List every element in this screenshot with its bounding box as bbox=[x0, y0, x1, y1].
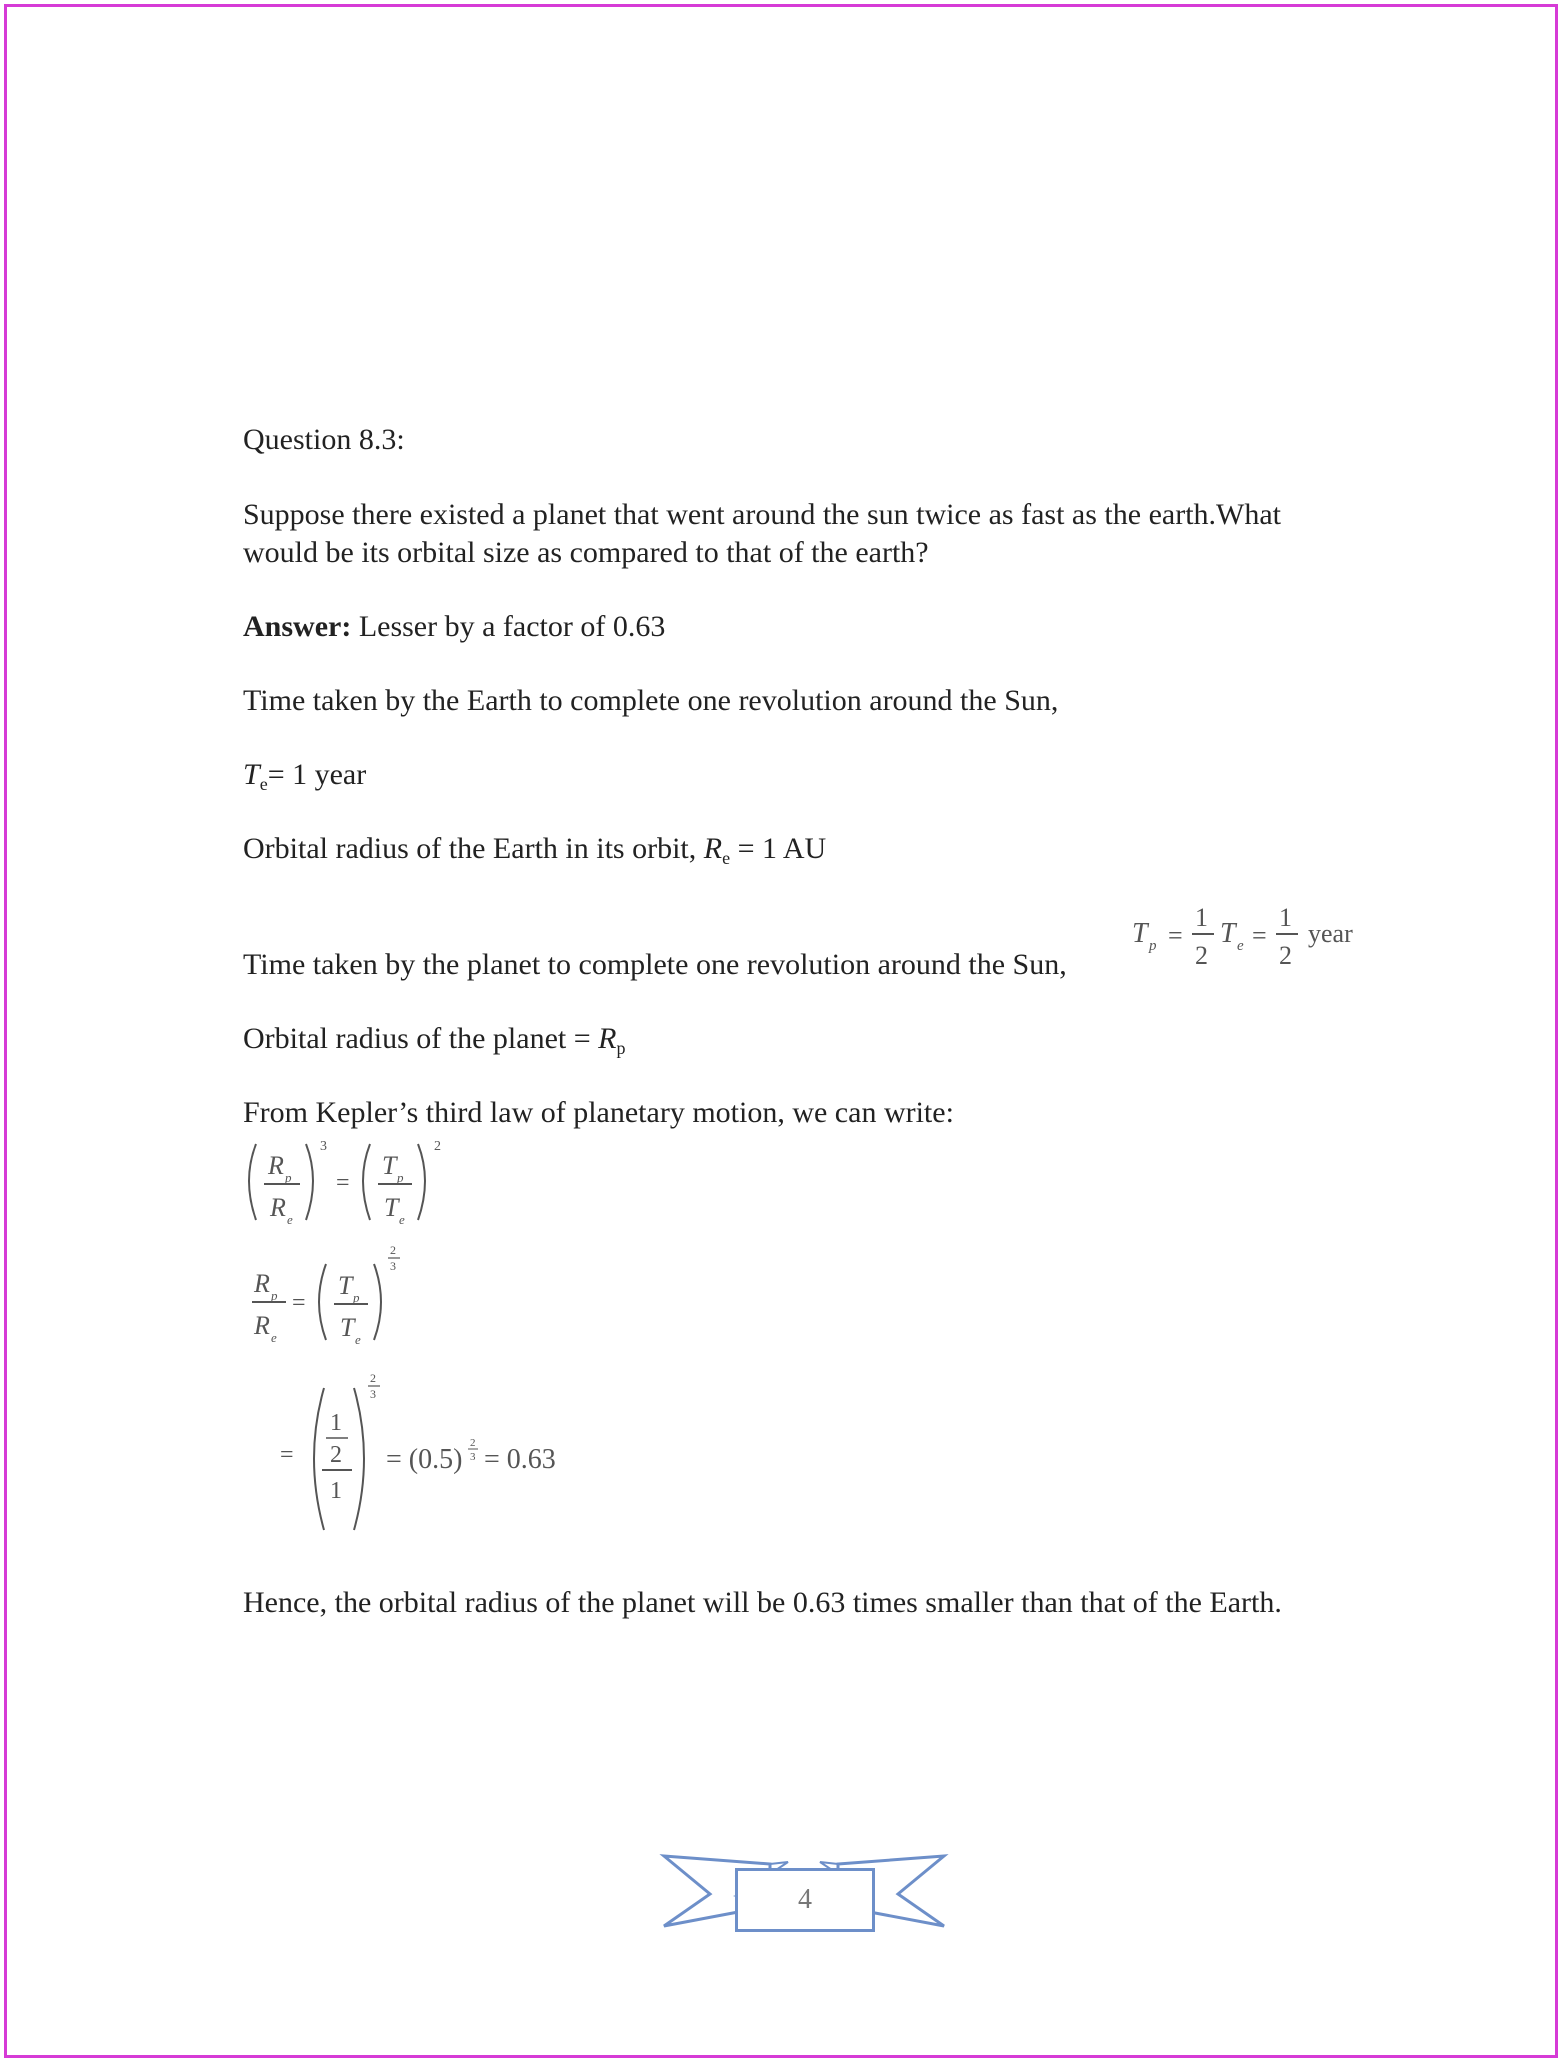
svg-text:2: 2 bbox=[370, 1371, 376, 1385]
rp-sub: p bbox=[616, 1038, 626, 1058]
te-line bbox=[243, 757, 366, 796]
svg-text:e: e bbox=[287, 1212, 293, 1227]
svg-text:1: 1 bbox=[1195, 903, 1208, 932]
svg-text:p: p bbox=[353, 1290, 360, 1305]
answer-line bbox=[243, 609, 665, 645]
re-sub: e bbox=[722, 848, 731, 868]
svg-text:R: R bbox=[268, 1151, 284, 1180]
svg-text:2: 2 bbox=[434, 1139, 441, 1154]
page-border bbox=[4, 4, 1558, 2058]
planet-radius-line bbox=[243, 1021, 625, 1060]
te-value: = 1 year bbox=[267, 758, 367, 791]
svg-text:1: 1 bbox=[330, 1478, 342, 1504]
svg-text:T: T bbox=[338, 1271, 353, 1300]
re-value: = 1 AU bbox=[730, 832, 827, 865]
svg-text:3: 3 bbox=[370, 1387, 376, 1401]
planet-radius-text: Orbital radius of the planet = bbox=[243, 1022, 599, 1055]
svg-text:3: 3 bbox=[390, 1259, 396, 1273]
svg-text:R: R bbox=[254, 1269, 270, 1298]
svg-text:=: = bbox=[280, 1442, 294, 1468]
question-text-line1: Suppose there existed a planet that went around the sun twice as fast as the earth.What bbox=[243, 498, 1281, 531]
svg-text:2: 2 bbox=[330, 1442, 342, 1468]
question-text-line2: would be its orbital size as compared to that of the earth? bbox=[243, 536, 929, 569]
svg-text:e: e bbox=[1237, 938, 1244, 954]
earth-radius-line bbox=[243, 831, 826, 870]
conclusion-text: Hence, the orbital radius of the planet will be 0.63 times smaller than that of the Earth. bbox=[243, 1586, 1282, 1619]
svg-text:1: 1 bbox=[330, 1410, 342, 1436]
svg-text:1: 1 bbox=[1279, 903, 1292, 932]
tp-year-label: year bbox=[1308, 919, 1353, 948]
question-title: Question 8.3: bbox=[243, 423, 405, 456]
kepler-text: From Kepler’s third law of planetary motion, we can write: bbox=[243, 1096, 954, 1129]
svg-text:2: 2 bbox=[470, 1437, 476, 1449]
svg-text:=: = bbox=[292, 1290, 306, 1316]
svg-text:e: e bbox=[355, 1332, 361, 1347]
answer-value: Lesser by a factor of 0.63 bbox=[351, 610, 666, 643]
kepler-equation bbox=[240, 1132, 460, 1232]
svg-text:2: 2 bbox=[1195, 941, 1208, 970]
svg-text:R: R bbox=[254, 1311, 270, 1340]
svg-text:=: = bbox=[336, 1170, 350, 1196]
page-number: 4 bbox=[735, 1868, 875, 1932]
svg-text:p: p bbox=[1149, 938, 1157, 954]
earth-radius-text: Orbital radius of the Earth in its orbit, bbox=[243, 832, 704, 865]
tp-equation bbox=[1128, 898, 1368, 978]
svg-text:e: e bbox=[271, 1330, 277, 1345]
svg-text:2: 2 bbox=[390, 1243, 396, 1257]
result-equation bbox=[276, 1362, 596, 1542]
svg-text:T: T bbox=[1132, 918, 1148, 949]
answer-label: Answer: bbox=[243, 610, 352, 643]
result-value: = 0.63 bbox=[484, 1444, 556, 1475]
svg-text:T: T bbox=[340, 1313, 355, 1342]
svg-text:p: p bbox=[271, 1288, 278, 1303]
rp-symbol: R bbox=[598, 1022, 617, 1055]
svg-text:e: e bbox=[399, 1212, 405, 1227]
svg-text:p: p bbox=[397, 1170, 404, 1185]
te-symbol: T bbox=[243, 758, 260, 791]
earth-time-text: Time taken by the Earth to complete one revolution around the Sun, bbox=[243, 684, 1059, 717]
te-sub: e bbox=[259, 774, 268, 794]
result-base: = (0.5) bbox=[386, 1444, 463, 1475]
svg-text:3: 3 bbox=[320, 1139, 327, 1154]
svg-text:R: R bbox=[270, 1193, 286, 1222]
svg-text:=: = bbox=[1168, 921, 1183, 950]
planet-time-text: Time taken by the planet to complete one revolution around the Sun, bbox=[243, 948, 1067, 981]
svg-text:T: T bbox=[384, 1193, 399, 1222]
re-symbol: R bbox=[703, 832, 723, 865]
svg-text:=: = bbox=[1252, 921, 1267, 950]
ratio-equation bbox=[240, 1238, 420, 1348]
svg-text:T: T bbox=[382, 1151, 397, 1180]
svg-text:3: 3 bbox=[470, 1451, 476, 1463]
svg-text:p: p bbox=[285, 1170, 292, 1185]
svg-text:T: T bbox=[1220, 918, 1236, 949]
svg-text:2: 2 bbox=[1279, 941, 1292, 970]
